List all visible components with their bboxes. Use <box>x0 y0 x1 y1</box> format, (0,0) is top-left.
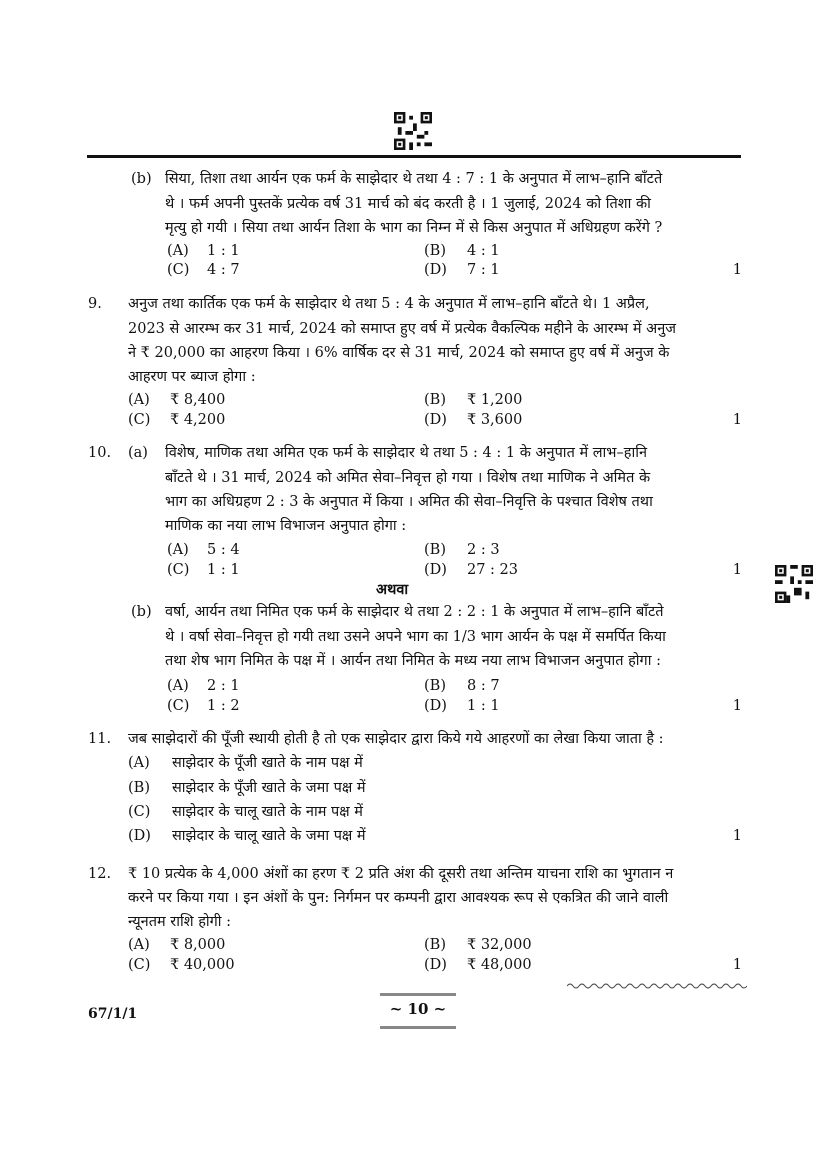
q11-option-b-value: साझेदार के पूँजी खाते के जमा पक्ष में <box>172 780 366 796</box>
q12-option-b-value: ₹ 32,000 <box>467 937 532 953</box>
q10b-option-d-key[interactable]: (D) <box>424 698 447 714</box>
q9-option-b-value: ₹ 1,200 <box>467 392 523 408</box>
q10a-option-c-key[interactable]: (C) <box>167 562 190 578</box>
q9-marks: 1 <box>732 412 742 428</box>
q9-option-d-key[interactable]: (D) <box>424 412 447 428</box>
q8b-label: (b) <box>131 171 152 187</box>
q10a-option-b-key[interactable]: (B) <box>424 542 446 558</box>
q12-line-2: करने पर किया गया । इन अंशों के पुन: निर्गमन पर कम्पनी द्वारा आवश्यक रूप से एकत्रित की जाने वाली <box>128 890 669 906</box>
q10a-option-d-key[interactable]: (D) <box>424 562 447 578</box>
q10a-option-c-value: 1 : 1 <box>207 562 240 578</box>
page-number-top-rule <box>380 993 456 996</box>
q10a-option-b-value: 2 : 3 <box>467 542 500 558</box>
q11-number: 11. <box>88 731 112 747</box>
q10a-marks: 1 <box>732 562 742 578</box>
q9-option-c-value: ₹ 4,200 <box>170 412 226 428</box>
q10b-line-1: वर्षा, आर्यन तथा निमित एक फर्म के साझेदार थे तथा 2 : 2 : 1 के अनुपात में लाभ–हानि बाँटते <box>165 604 664 620</box>
q9-option-b-key[interactable]: (B) <box>424 392 446 408</box>
q10b-option-b-key[interactable]: (B) <box>424 678 446 694</box>
q8b-option-d-key[interactable]: (D) <box>424 262 447 278</box>
qr-code-icon <box>394 112 432 150</box>
q10-number: 10. <box>88 445 112 461</box>
q9-option-d-value: ₹ 3,600 <box>467 412 523 428</box>
q9-line-4: आहरण पर ब्याज होगा : <box>128 369 256 385</box>
q8b-marks: 1 <box>732 262 742 278</box>
q10a-line-2: बाँटते थे । 31 मार्च, 2024 को अमित सेवा–निवृत्त हो गया । विशेष तथा माणिक ने अमित के <box>165 470 651 486</box>
q11-option-a-value: साझेदार के पूँजी खाते के नाम पक्ष में <box>172 755 363 771</box>
q12-option-c-value: ₹ 40,000 <box>170 957 235 973</box>
q8b-option-a-key[interactable]: (A) <box>167 243 189 259</box>
q8b-option-d-value: 7 : 1 <box>467 262 500 278</box>
q8b-option-b-value: 4 : 1 <box>467 243 500 259</box>
q10a-line-4: माणिक का नया लाभ विभाजन अनुपात होगा : <box>165 518 407 534</box>
q11-option-d-key[interactable]: (D) <box>128 828 151 844</box>
q10a-option-a-value: 5 : 4 <box>207 542 240 558</box>
header-divider <box>87 155 741 158</box>
q11-option-c-value: साझेदार के चालू खाते के नाम पक्ष में <box>172 804 363 820</box>
q12-option-d-value: ₹ 48,000 <box>467 957 532 973</box>
wavy-divider <box>567 980 747 992</box>
q10b-option-a-value: 2 : 1 <box>207 678 240 694</box>
q9-line-2: 2023 से आरम्भ कर 31 मार्च, 2024 को समाप्त हुए वर्ष में प्रत्येक वैकल्पिक महीने के आरम्भ में अनुज <box>128 321 677 337</box>
q9-line-3: ने ₹ 20,000 का आहरण किया । 6% वार्षिक दर से 31 मार्च, 2024 को समाप्त हुए वर्ष में अनुज के <box>128 345 670 361</box>
q8b-option-c-value: 4 : 7 <box>207 262 240 278</box>
q11-option-a-key[interactable]: (A) <box>128 755 150 771</box>
q8b-option-c-key[interactable]: (C) <box>167 262 190 278</box>
page-number: ~ 10 ~ <box>389 1000 447 1018</box>
q11-option-b-key[interactable]: (B) <box>128 780 150 796</box>
q10a-option-a-key[interactable]: (A) <box>167 542 189 558</box>
q8b-line-3: मृत्यु हो गयी । सिया तथा आर्यन तिशा के भाग का निम्न में से किस अनुपात में अधिग्रहण करेंगे ? <box>165 220 663 236</box>
q12-option-a-key[interactable]: (A) <box>128 937 150 953</box>
q10b-option-d-value: 1 : 1 <box>467 698 500 714</box>
q12-option-a-value: ₹ 8,000 <box>170 937 226 953</box>
q11-line-1: जब साझेदारों की पूँजी स्थायी होती है तो एक साझेदार द्वारा किये गये आहरणों का लेखा किया जाता है : <box>128 731 664 747</box>
q12-option-d-key[interactable]: (D) <box>424 957 447 973</box>
q9-option-c-key[interactable]: (C) <box>128 412 151 428</box>
q8b-line-2: थे । फर्म अपनी पुस्तकें प्रत्येक वर्ष 31 मार्च को बंद करती है । 1 जुलाई, 2024 को तिशा की <box>165 196 651 212</box>
q10b-option-a-key[interactable]: (A) <box>167 678 189 694</box>
q10b-marks: 1 <box>732 698 742 714</box>
q10b-line-2: थे । वर्षा सेवा–निवृत्त हो गयी तथा उसने अपने भाग का 1/3 भाग आर्यन के पक्ष में समर्पित किया <box>165 629 666 645</box>
q12-option-c-key[interactable]: (C) <box>128 957 151 973</box>
q8b-option-b-key[interactable]: (B) <box>424 243 446 259</box>
q8b-option-a-value: 1 : 1 <box>207 243 240 259</box>
q10b-option-c-key[interactable]: (C) <box>167 698 190 714</box>
q9-number: 9. <box>88 296 102 312</box>
q10b-line-3: तथा शेष भाग निमित के पक्ष में । आर्यन तथा निमित के मध्य नया लाभ विभाजन अनुपात होगा : <box>165 653 661 669</box>
q9-option-a-value: ₹ 8,400 <box>170 392 226 408</box>
q8b-line-1: सिया, तिशा तथा आर्यन एक फर्म के साझेदार थे तथा 4 : 7 : 1 के अनुपात में लाभ–हानि बाँटते <box>165 171 663 187</box>
qr-code-icon <box>775 565 813 603</box>
page-number-bottom-rule <box>380 1026 456 1029</box>
q10b-option-c-value: 1 : 2 <box>207 698 240 714</box>
q10b-option-b-value: 8 : 7 <box>467 678 500 694</box>
paper-code: 67/1/1 <box>88 1006 138 1022</box>
q9-option-a-key[interactable]: (A) <box>128 392 150 408</box>
q12-number: 12. <box>88 866 112 882</box>
q10b-label: (b) <box>131 604 152 620</box>
q9-line-1: अनुज तथा कार्तिक एक फर्म के साझेदार थे तथा 5 : 4 के अनुपात में लाभ–हानि बाँटते थे। 1 अप्रैल, <box>128 296 650 312</box>
q12-option-b-key[interactable]: (B) <box>424 937 446 953</box>
q10a-label: (a) <box>128 445 148 461</box>
q12-line-1: ₹ 10 प्रत्येक के 4,000 अंशों का हरण ₹ 2 प्रति अंश की दूसरी तथा अन्तिम याचना राशि का भुगतान न <box>128 866 674 882</box>
q10a-line-1: विशेष, माणिक तथा अमित एक फर्म के साझेदार थे तथा 5 : 4 : 1 के अनुपात में लाभ–हानि <box>165 445 648 461</box>
or-separator: अथवा <box>376 581 409 598</box>
q10a-option-d-value: 27 : 23 <box>467 562 519 578</box>
q11-option-d-value: साझेदार के चालू खाते के जमा पक्ष में <box>172 828 366 844</box>
q11-option-c-key[interactable]: (C) <box>128 804 151 820</box>
q12-marks: 1 <box>732 957 742 973</box>
q11-marks: 1 <box>732 828 742 844</box>
q10a-line-3: भाग का अधिग्रहण 2 : 3 के अनुपात में किया । अमित की सेवा–निवृत्ति के पश्चात विशेष तथा <box>165 494 653 510</box>
q12-line-3: न्यूनतम राशि होगी : <box>128 914 232 930</box>
